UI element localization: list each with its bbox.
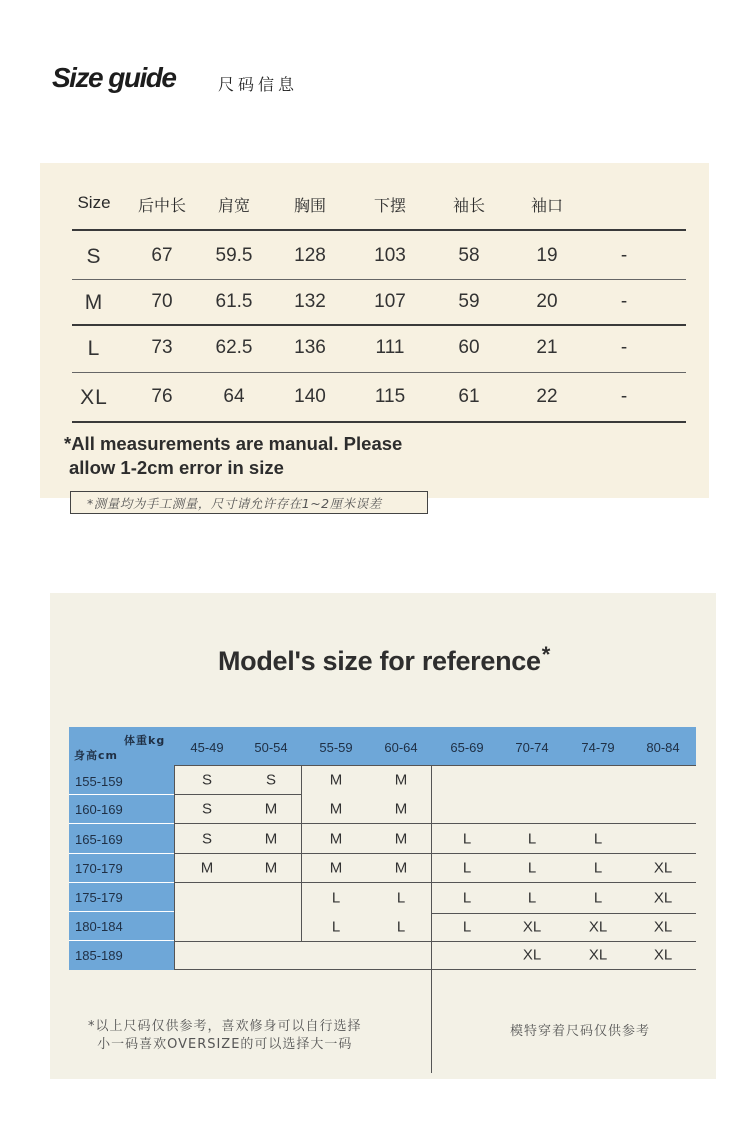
asterisk-mark: * [541, 642, 550, 667]
size-cell: M [394, 859, 408, 877]
size-cell: XL [588, 946, 608, 964]
grid-line [174, 823, 696, 824]
value-cell: 128 [294, 245, 326, 266]
size-cell: S [201, 771, 213, 789]
value-cell: - [620, 291, 628, 312]
value-cell: 111 [375, 337, 405, 358]
fit-footnote-line: 小一码喜欢OVERSIZE的可以选择大一码 [97, 1037, 353, 1052]
size-cell: L [462, 918, 472, 936]
page-title: Size guide [52, 62, 176, 93]
header-cuff: 袖口 [530, 196, 564, 215]
size-cell: XL [653, 918, 673, 936]
size-cell: L [331, 889, 341, 907]
size-cell: M [394, 800, 408, 818]
reference-title [0, 642, 750, 677]
size-cell: M [264, 800, 278, 818]
fit-footnote [88, 1018, 362, 1054]
weight-range: 60-64 [384, 740, 418, 755]
size-cell: XL [522, 946, 542, 964]
weight-axis-label: 体重kg [124, 734, 166, 747]
grid-line [174, 765, 175, 970]
height-range: 165-169 [75, 832, 123, 847]
size-cell: L [331, 918, 341, 936]
page-subtitle: 尺码信息 [218, 75, 299, 94]
weight-range: 55-59 [319, 740, 353, 755]
size-cell: L [527, 859, 537, 877]
value-cell: - [620, 337, 628, 358]
value-cell: 132 [294, 291, 326, 312]
size-cell: S [201, 800, 213, 818]
value-cell: 20 [536, 291, 558, 312]
grid-line [69, 794, 174, 795]
reference-title-text: Model's size for reference [217, 646, 541, 676]
grid-line [69, 882, 174, 883]
size-cell: M [84, 291, 104, 314]
size-cell: L [593, 859, 603, 877]
grid-line [174, 969, 696, 970]
grid-line [431, 913, 696, 914]
size-cell: XL [80, 386, 108, 409]
grid-line [69, 853, 174, 854]
header-shoulder: 肩宽 [217, 196, 251, 215]
table-rule [72, 372, 686, 373]
value-cell: - [620, 386, 628, 407]
grid-line [69, 940, 174, 941]
size-cell: M [394, 830, 408, 848]
size-cell: L [527, 830, 537, 848]
size-cell: M [264, 859, 278, 877]
weight-range: 45-49 [190, 740, 224, 755]
table-rule [72, 279, 686, 280]
measurement-note-zh: *测量均为手工测量，尺寸请允许存在1~2厘米误差 [70, 491, 428, 514]
size-cell: M [329, 859, 343, 877]
weight-range: 65-69 [450, 740, 484, 755]
value-cell: 76 [151, 386, 173, 407]
table-rule [72, 421, 686, 423]
model-footnote: 模特穿着尺码仅供参考 [510, 1024, 651, 1039]
grid-line [174, 941, 696, 942]
size-cell: L [527, 889, 537, 907]
size-cell: XL [522, 918, 542, 936]
value-cell: 70 [151, 291, 173, 312]
size-cell: XL [653, 889, 673, 907]
height-range: 160-169 [75, 802, 123, 817]
header-size: Size [77, 193, 111, 212]
value-cell: 140 [294, 386, 326, 407]
value-cell: 62.5 [215, 337, 253, 358]
grid-line [69, 823, 174, 824]
size-cell: M [394, 771, 408, 789]
grid-line [174, 794, 301, 795]
value-cell: 59.5 [215, 245, 253, 266]
value-cell: 19 [536, 245, 558, 266]
size-cell: L [462, 830, 472, 848]
size-cell: L [462, 859, 472, 877]
weight-range: 80-84 [646, 740, 680, 755]
value-cell: 61.5 [215, 291, 253, 312]
size-cell: XL [588, 918, 608, 936]
grid-line [69, 911, 174, 912]
table-rule [72, 324, 686, 326]
weight-range: 70-74 [515, 740, 549, 755]
value-cell: 58 [458, 245, 480, 266]
weight-range: 74-79 [581, 740, 615, 755]
height-range: 185-189 [75, 948, 123, 963]
size-cell: S [86, 245, 102, 268]
table-rule [72, 229, 686, 231]
size-table-header [72, 183, 686, 229]
value-cell: 73 [151, 337, 173, 358]
header-sleeve-length: 袖长 [452, 196, 486, 215]
value-cell: - [620, 245, 628, 266]
size-cell: L [462, 889, 472, 907]
value-cell: 103 [374, 245, 406, 266]
size-cell: S [201, 830, 213, 848]
height-range: 155-159 [75, 774, 123, 789]
size-cell: L [396, 918, 406, 936]
value-cell: 21 [536, 337, 558, 358]
grid-line [174, 765, 696, 766]
size-cell: M [329, 800, 343, 818]
value-cell: 22 [536, 386, 558, 407]
size-cell: S [265, 771, 277, 789]
value-cell: 136 [294, 337, 326, 358]
size-cell: XL [653, 946, 673, 964]
value-cell: 60 [458, 337, 480, 358]
header-chest: 胸围 [293, 196, 327, 215]
measurement-note-line: allow 1-2cm error in size [69, 457, 284, 478]
value-cell: 107 [374, 291, 406, 312]
height-range: 180-184 [75, 919, 123, 934]
header-hem: 下摆 [373, 196, 407, 215]
size-cell: M [200, 859, 214, 877]
value-cell: 61 [458, 386, 480, 407]
value-cell: 59 [458, 291, 480, 312]
grid-line [174, 882, 696, 883]
size-table [72, 183, 686, 423]
value-cell: 64 [223, 386, 245, 407]
size-cell: M [329, 771, 343, 789]
size-cell: M [264, 830, 278, 848]
height-range: 170-179 [75, 861, 123, 876]
size-cell: XL [653, 859, 673, 877]
height-axis-label: 身高cm [74, 749, 118, 762]
header-back-length: 后中长 [137, 196, 187, 215]
height-range: 175-179 [75, 890, 123, 905]
fit-footnote-line: *以上尺码仅供参考，喜欢修身可以自行选择 [88, 1019, 362, 1034]
model-size-grid [69, 727, 696, 970]
grid-line [431, 765, 432, 1073]
size-cell: L [87, 337, 101, 360]
value-cell: 67 [151, 245, 173, 266]
weight-range: 50-54 [254, 740, 288, 755]
size-cell: L [396, 889, 406, 907]
value-cell: 115 [374, 386, 406, 407]
grid-line [301, 765, 302, 941]
measurement-note-line: *All measurements are manual. Please [64, 433, 403, 454]
size-cell: L [593, 889, 603, 907]
measurement-note [64, 432, 402, 480]
size-cell: M [329, 830, 343, 848]
size-cell: L [593, 830, 603, 848]
grid-line [174, 853, 696, 854]
